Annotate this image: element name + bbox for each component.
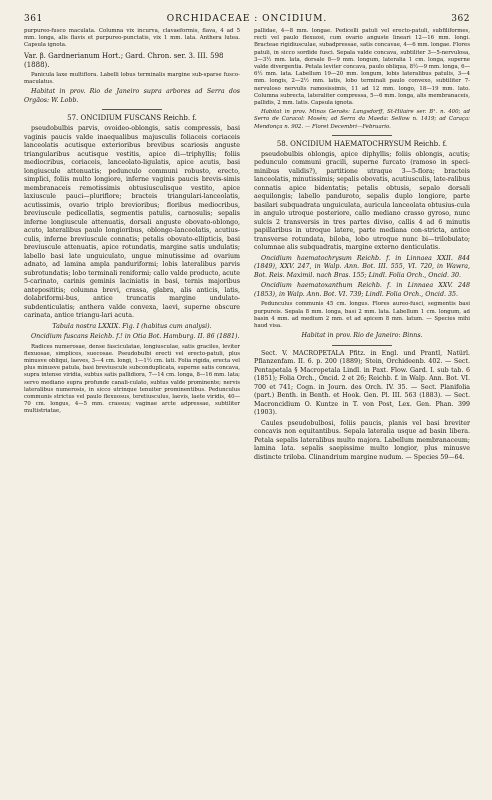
continued-description: purpureo-fusco maculata. Columna vix incurva, clavaeformis, flava, 4 ad 5 mm. longa, alis flavis et purpureo-punctatis, vix 1 mm. lata. Anthera lutea. Capsula ignota. [24,28,240,49]
species-description-58: Pedunculus communis 45 cm. longus. Flores aureo-fusci, segmentis basi purpureis. Sepala 8 mm. longa, basi 2 mm. lata. Labellum 1 cm. longum, ad basin 4 mm. ad medium 2 mm. et ad apicem 8 mm. latum. — Species mihi haud visa. [254,301,470,329]
species-diagnosis-58: pseudobulbis oblongis, apice diphyllis; foliis oblongis, acutis; pedunculo communi gracili, superne furcato (ramoso in speci-minibus validis?), partitione utraque 3—5-flora; bracteis lanceolatis, minutissimis; sepalis obovatis, acutiusculis, late-ralibus connatis apice bidentatis; petalis obtusis, sepalo dorsali aequilongis; labello panduroto, sepalis duplo longiore, parte basilari subquadrata unguiculata, auricula lanceolata obtusius-cula in angulo utroque posteriore, callo mediano crasso gyroso, nunc sulcis 2 transversis in tres partes diviso, callis 4 ad 6 minutis papillaribus in utroque latere, parte mediana con-stricta, antice transverse rotundata, biloba, lobo utroque nunc bi—trilobulato; columnae alis subquadratis, margine externo denticulatis. [254,150,470,252]
variety-heading: Var. β. Gardnerianum Hort.; Gard. Chron. ser. 3. III. 598 (1888). [24,51,224,69]
running-title: ORCHIDACEAE : ONCIDIUM. [166,14,328,24]
section-heading: Sect. V. MACROPETALA Pfitz. in Engl. und Prantl, Natürl. Pflanzenfam. II. 6. p. 200 (1889); Stein, Orchideenb. 402. — Sect. Pentapetala § Macropetala Lindl. in Paxt. Flow. Gard. I. sub tab. 6 (1851); Folia Orch., Oncid. 2 et 26; Reichb. f. in Walp. Ann. Bot. VI. 700 et 741; Cogn. in Journ. des Orch. IV. 35. — Sect. Planifolia (part.) Benth. in Benth. et Hook. Gen. Pl. III. 563 (1883). — Sect. Macroncidium O. Kuntze in T. von Post, Lex. Gen. Phan. 399 (1903). [254,349,470,417]
page-number-left: 361 [24,14,43,24]
habitat-note-58: Habitat in prov. Rio de Janeiro: Binns. [301,332,423,340]
species-heading-57: 57. ONCIDIUM FUSCANS Reichb. f. [67,114,197,123]
continued-description-right: pallidae, 4—8 mm. longae. Pedicelli patuli vel erecto-patuli, subfiliformes, recti vel paulo flexuosi, cum ovario anguste lineari 12—16 mm. longi. Bracteae rigidiusculae, subadpressae, satis concavae, 4—6 mm. longae. Flores patuli, in sicco sordide fusci. Sepala valde concava, subtiliter 3—5-nervulosa, 3—3½ mm. lata, dorsale 8—9 mm. longum, lateralia 1 cm. longa, superne valde divergentia. Petala leviter concava, paulo obliqua, 8½—9 mm. longa, 6—6½ mm. lata. Labellum 19—20 mm. longum, lobis lateralibus patulis, 3—4 mm. longis, 2—2½ mm. latis, lobo terminali paulo convexo, subtiliter 7-nervuloso nervulis ramosissimis, 11 ad 12 mm. longo, 18—19 mm. lato. Columna subrecta, lateraliter compressa, 5—6 mm. longa, alis membranaceis, pallidis, 2 mm. latis. Capsula ignota. [254,28,470,107]
plate-reference: Tabula nostra LXXIX. Fig. I (habitus cum analysi). [52,322,212,330]
two-column-body [24,28,470,464]
page-number-right: 362 [451,14,470,24]
habitat-note-57: Habitat in prov. Minas Geraës: Langsdorff, St-Hilaire ser. B¹. n. 400; ad Serra de Caracol: Mosén; ad Serra da Maeda: Sellow n. 1419; ad Caraça: Mendonça n. 902. — Floret Decembri—Februario. [254,109,470,130]
left-column [24,28,240,464]
literature-reference-58a: Oncidium haematochrysum Reichb. f. in Linnaea XXII. 844 (1849), XXV. 247, in Walp. Ann. Bot. III. 555, VI. 720, in Wawra, Bot. Reis. Maximil. nach Bras. 155; Lindl. Folia Orch., Oncid. 30. [254,254,470,279]
species-description-57: Radices numerosae, dense fasciculatae, longiusculae, satis graciles, leviter flexuosae, simplices, suecosae. Pseudobulbi erecti vel erecto-patuli, plus minusve obliqui, laeves, 3—4 cm. longi, 1—1½ cm. lati. Folia rigida, erecta vel plus minusve patula, basi breviuscule subconduplicata, superne satis concava, supra intense viridia, subtus satis pallidiora, 7—14 cm. longa, 8—16 mm. lata; servo mediano supra profunde canali-culato, subtus valde prominente; nervis lateralibus numerosis, in sicco utrinque tenuiter prominentibus. Pedunculus communis strictus vel paulo flexuosus, teretiusculus, laevis, laete viridis, 40—70 cm. longus, 4—5 mm. crassus; vaginae arcte adpressae, subtiliter multistriatae, [24,343,240,415]
species-heading-58: 58. ONCIDIUM HAEMATOCHRYSUM Reichb. f. [276,139,448,148]
literature-reference-58b: Oncidium haematoxanthum Reichb. f. in Linnaea XXV. 248 (1853), in Walp. Ann. Bot. VI. 739; Lindl. Folia Orch., Oncid. 35. [254,282,470,298]
section-rule-right [332,135,392,136]
literature-reference: Oncidium fuscans Reichb. f.! in Otia Bot. Hamburg. II. 86 (1881). [31,333,240,341]
section-description: Caules pseudobulbosi, foliis paucis, planis vel basi breviter concavis non equitantibus. Sepala lateralia usque ad basin libera. Petala sepalis lateralibus multo majora. Labellum membranaceum; lamina lata. sepalis saepissime multo longior, plus minusve distincte triloba. Clinandrium margine nudum. — Species 59—64. [254,419,470,461]
habitat-note: Habitat in prov. Rio de Janeiro supra arbores ad Serra dos Orgãos: W. Lobb. [24,88,240,104]
section-rule [102,109,162,110]
variety-description: Panicula laxe multiflora. Labelli lobus terminalis margine sub-sparse fusco-maculatus. [24,71,240,85]
species-diagnosis-57: pseudobulbis parvis, ovoideo-oblongis, satis compressis, basi vaginis paucis valde inaequalibus majusculis foliaceis coriaceis lanceolatis acutisque exterioribus brevibus scariosis anguste triangularibus acutisque vestitis, apice di—triphyllis; foliis mediocribus, coriaceis, lanceolato-ligulatis, apice acutis, basi longiuscule attenuatis; pedunculo communi robusto, erecto, simplici, foliis multo longiore, inferne vaginis paucis brevis-simis membranaceis remotissimis obtusiusculisque vestito, apice laxiuscule pauci—pluriflore; bracteis triangulari-lanceolatis, acutissimis, ovario triplo brevioribus; floribus mediocribus, breviuscule pedicellatis, segmentis patulis, carnosulis; sepalis inferne longiuscule attenuatis, dorsali anguste obovato-oblongo, acuto, lateralibus paulo longioribus, oblongo-lanceolatis, acutius-culis, inferne breviuscule connatis; petalis obovato-ellipticis, basi breviuscule attenuatis, apice rotundatis, margine satis undulatis; labello basi late unguiculato, ungue minutissime ad ovarium adnato, ad lamina ampla panduriformi; lobis lateralibus parvis subrotundatis; lobo terminali reniformi; callo valde producto, acute 5-carinato, carinis geminis laciniatis in basi, ternis majoribus anteposititis; columna brevi, crassa, glabra, alis anticis, latis, dolabriformi-bus, antice truncatis margine undulato-subdenticulatis; anthera valde convexa, laevi, superne obscure carinata, antice triangu-lari acuta. [24,125,240,320]
section-rule-sect [332,345,392,346]
right-column [254,28,470,464]
running-header [24,14,470,24]
